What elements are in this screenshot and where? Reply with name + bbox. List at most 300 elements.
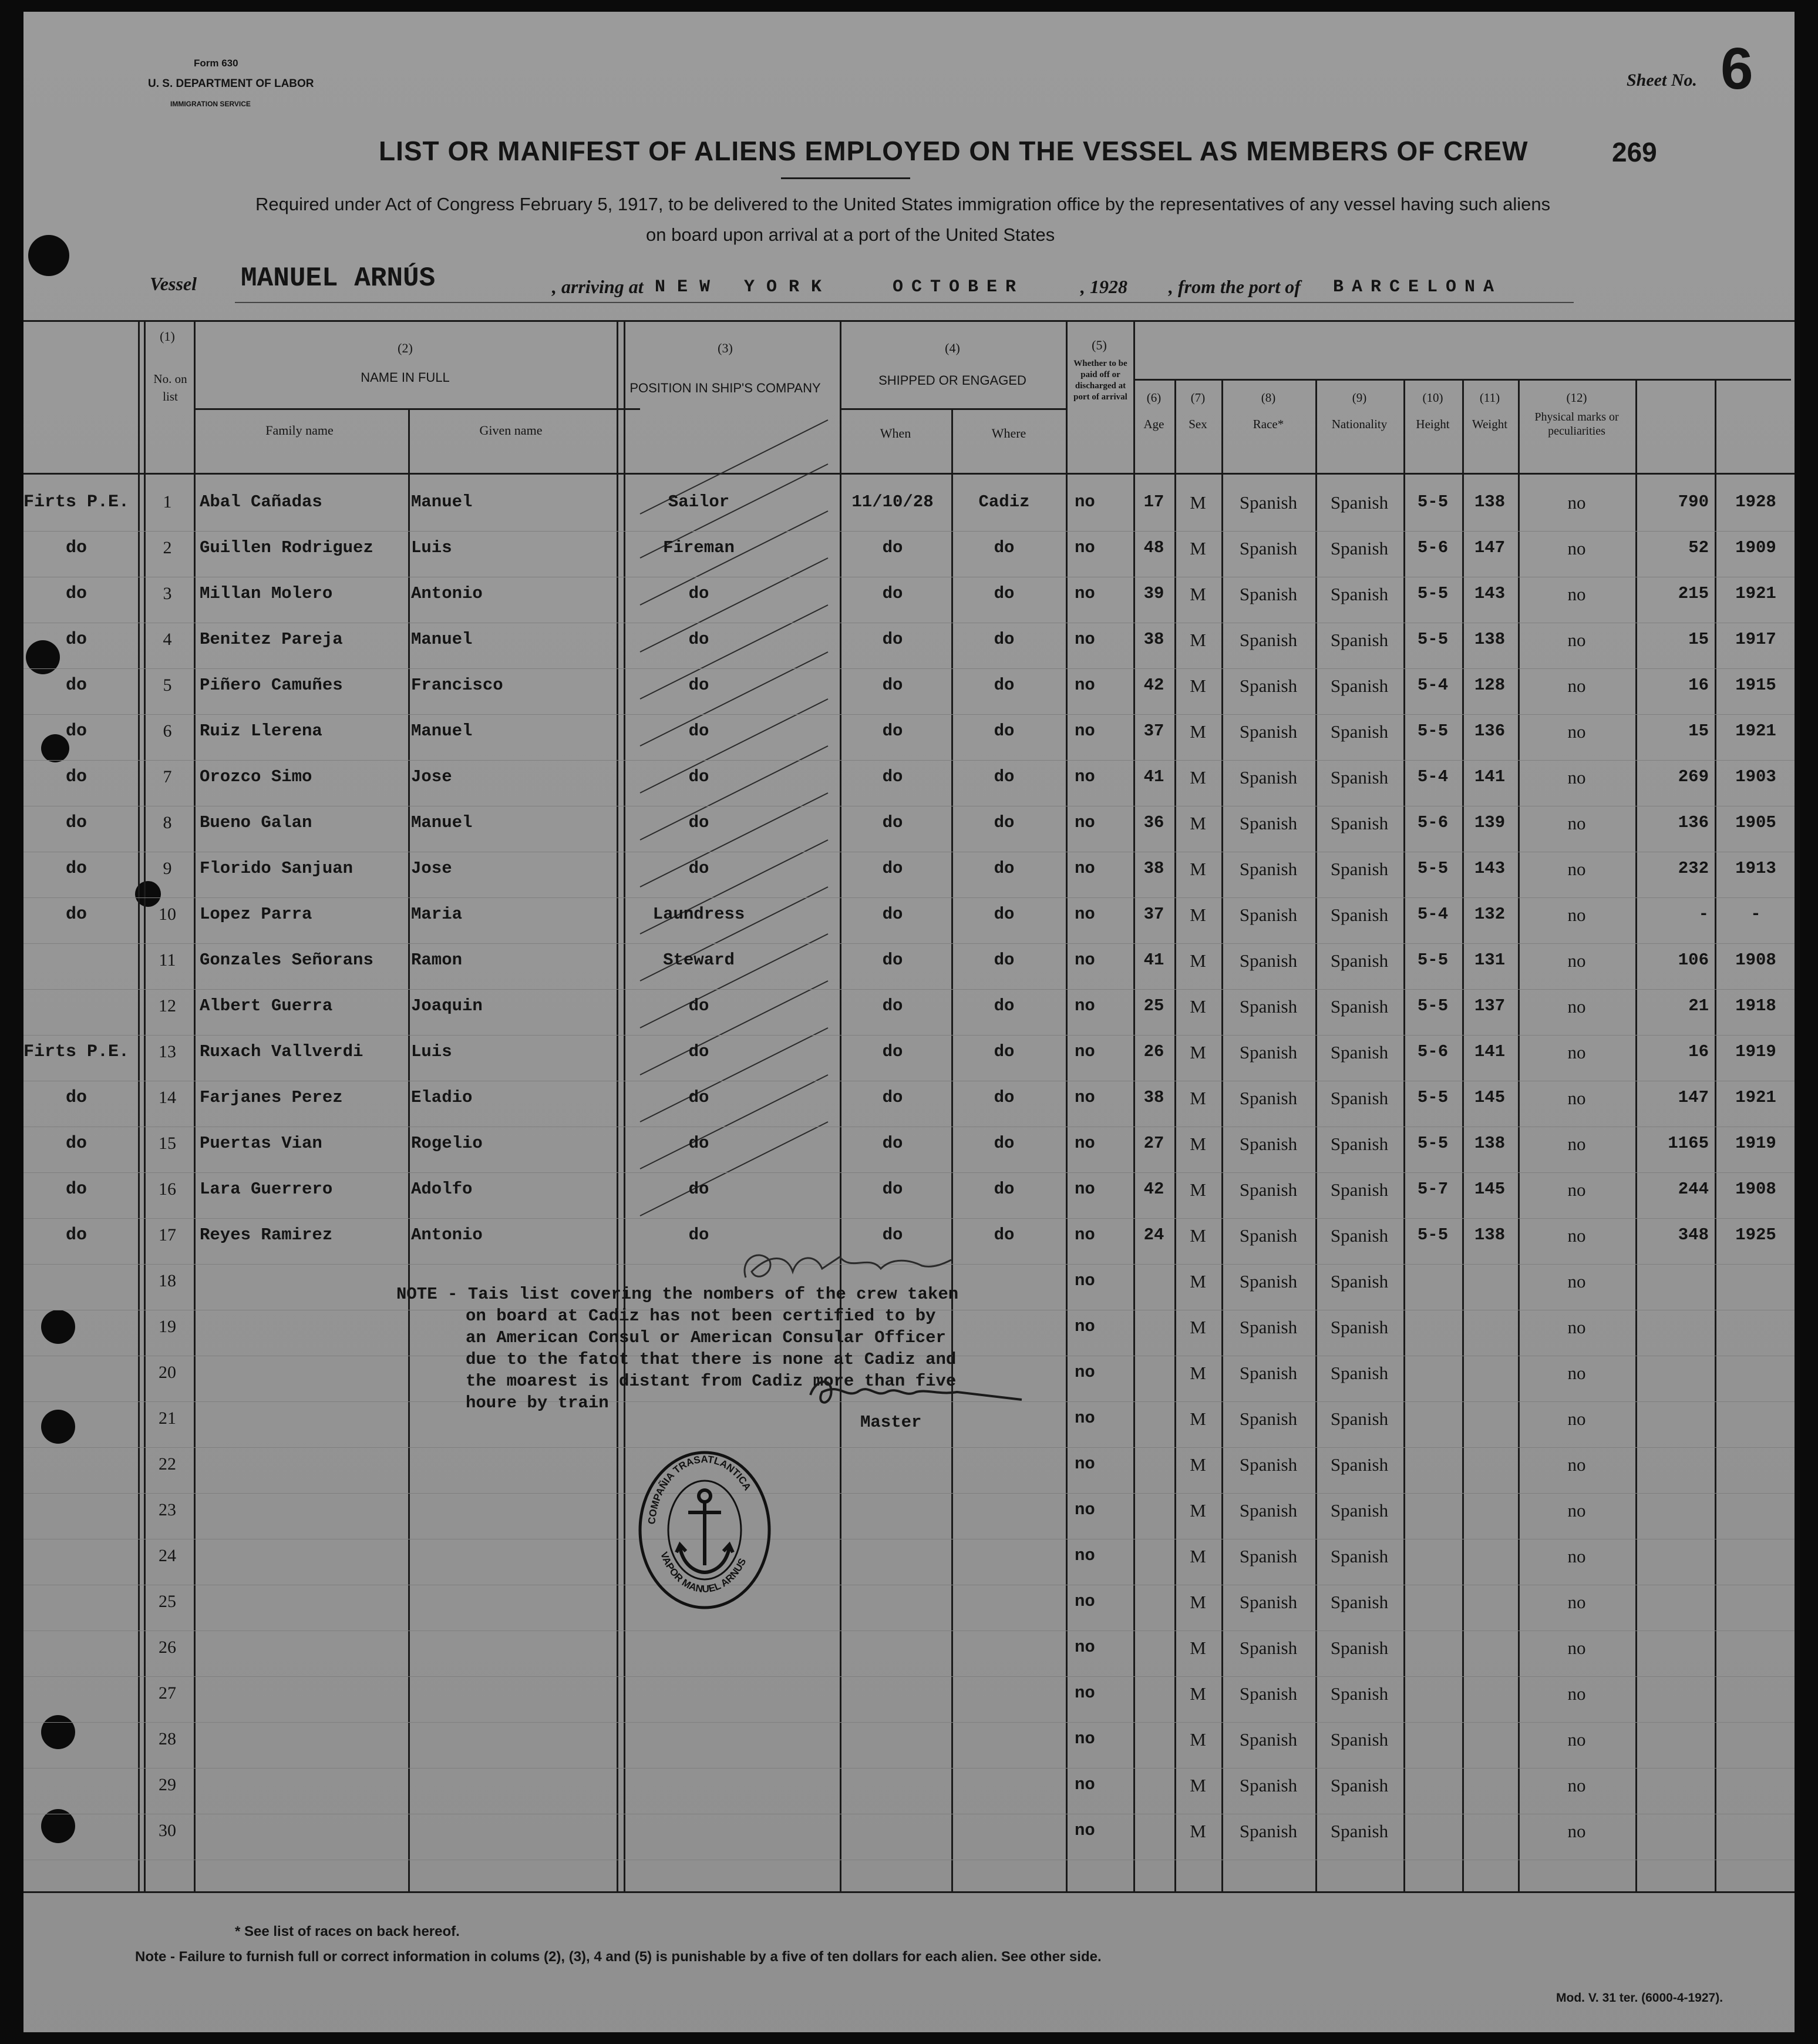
cell-mark: do bbox=[65, 1088, 87, 1108]
cell-marks: no bbox=[1567, 1225, 1586, 1246]
cell-marks: no bbox=[1567, 1134, 1586, 1154]
cell-no: 19 bbox=[159, 1317, 176, 1336]
table-row bbox=[23, 1128, 1795, 1174]
cell-marks: no bbox=[1567, 813, 1586, 833]
cell-when: 11/10/28 bbox=[851, 492, 934, 512]
cell-position: do bbox=[688, 675, 709, 695]
master-label: Master bbox=[860, 1413, 922, 1432]
cell-no: 25 bbox=[159, 1592, 176, 1611]
cell-marks: no bbox=[1567, 1408, 1586, 1429]
cell-weight: 145 bbox=[1474, 1088, 1506, 1107]
cell-given: Manuel bbox=[411, 630, 473, 649]
cell-nat: Spanish bbox=[1330, 1271, 1389, 1292]
cell-paid: no bbox=[1075, 675, 1095, 695]
cell-paid: no bbox=[1075, 492, 1095, 512]
table-row bbox=[23, 761, 1795, 807]
arrival-year: , 1928 bbox=[1080, 276, 1127, 297]
col5-number: (5) bbox=[1092, 338, 1107, 352]
cell-race: Spanish bbox=[1239, 1775, 1298, 1796]
col7-number: (7) bbox=[1190, 391, 1206, 405]
cell-paid: no bbox=[1075, 1638, 1095, 1657]
note-line: on board at Cadiz has not been certified to by bbox=[466, 1306, 936, 1326]
cell-given: Maria bbox=[411, 905, 463, 924]
col2-header: NAME IN FULL bbox=[361, 370, 450, 385]
cell-no: 13 bbox=[159, 1042, 176, 1061]
cell-paid: no bbox=[1075, 950, 1095, 970]
subtitle-line-2: on board upon arrival at a port of the United States bbox=[646, 224, 1055, 245]
cell-marks: no bbox=[1567, 1179, 1586, 1200]
header-bottom-border bbox=[23, 473, 1795, 475]
cell-height: 5-4 bbox=[1417, 767, 1449, 786]
cell-no: 29 bbox=[159, 1775, 176, 1794]
cell-race: Spanish bbox=[1239, 859, 1298, 879]
master-signature bbox=[804, 1366, 1028, 1418]
cell-paid: no bbox=[1075, 1134, 1095, 1153]
cell-n1: - bbox=[1698, 905, 1709, 924]
cell-marks: no bbox=[1567, 492, 1586, 513]
cell-no: 27 bbox=[159, 1683, 176, 1703]
row-rule bbox=[23, 1493, 1795, 1494]
cell-mark: do bbox=[65, 859, 87, 879]
form-number: Form 630 bbox=[194, 58, 238, 69]
table-bottom-border bbox=[23, 1891, 1795, 1893]
svg-text:VAPOR MANUEL ARNUS bbox=[658, 1551, 748, 1595]
cell-position: Steward bbox=[663, 950, 735, 970]
cell-nat: Spanish bbox=[1330, 584, 1389, 604]
cell-no: 16 bbox=[159, 1179, 176, 1199]
cell-sex: M bbox=[1190, 1729, 1206, 1750]
cell-mark: Firts P.E. bbox=[23, 1042, 130, 1062]
cell-sex: M bbox=[1190, 1179, 1206, 1200]
cell-sex: M bbox=[1190, 1546, 1206, 1566]
cell-marks: no bbox=[1567, 1088, 1586, 1108]
cell-paid: no bbox=[1075, 630, 1095, 649]
cell-age: 37 bbox=[1143, 721, 1164, 741]
cell-where: do bbox=[994, 721, 1015, 741]
cell-n2: 1913 bbox=[1735, 859, 1776, 878]
cell-nat: Spanish bbox=[1330, 1042, 1389, 1063]
cell-weight: 143 bbox=[1474, 584, 1506, 603]
cell-mark: do bbox=[65, 905, 87, 924]
table-row bbox=[23, 807, 1795, 853]
col2-number: (2) bbox=[398, 341, 413, 355]
cell-n2: 1919 bbox=[1735, 1134, 1776, 1153]
company-stamp bbox=[634, 1448, 775, 1612]
row-rule bbox=[23, 1035, 1795, 1036]
cell-n2: 1908 bbox=[1735, 1179, 1776, 1199]
cell-sex: M bbox=[1190, 675, 1206, 696]
cell-race: Spanish bbox=[1239, 1042, 1298, 1063]
row-rule bbox=[23, 1172, 1795, 1173]
cell-nat: Spanish bbox=[1330, 630, 1389, 650]
cell-family: Ruxach Vallverdi bbox=[200, 1042, 363, 1061]
cell-weight: 131 bbox=[1474, 950, 1506, 970]
cell-no: 14 bbox=[159, 1088, 176, 1107]
cell-family: Reyes Ramirez bbox=[200, 1225, 333, 1245]
table-row bbox=[23, 532, 1795, 578]
row-rule bbox=[23, 1768, 1795, 1769]
cell-family: Florido Sanjuan bbox=[200, 859, 354, 878]
col2-given-header: Given name bbox=[479, 423, 543, 438]
col8-header: Race* bbox=[1253, 417, 1284, 431]
table-row bbox=[23, 1632, 1795, 1677]
races-footnote: * See list of races on back hereof. bbox=[235, 1924, 460, 1939]
cell-race: Spanish bbox=[1239, 1454, 1298, 1475]
cell-position: do bbox=[688, 996, 709, 1016]
note-line: NOTE - Tais list covering the nombers of the crew taken bbox=[396, 1285, 959, 1304]
cell-sex: M bbox=[1190, 1317, 1206, 1337]
cell-sex: M bbox=[1190, 721, 1206, 742]
cell-sex: M bbox=[1190, 630, 1206, 650]
cell-paid: no bbox=[1075, 1500, 1095, 1519]
cell-when: do bbox=[882, 630, 903, 649]
cell-sex: M bbox=[1190, 1042, 1206, 1063]
cell-age: 24 bbox=[1143, 1225, 1164, 1245]
title-underline bbox=[781, 177, 910, 179]
cell-family: Bueno Galan bbox=[200, 813, 312, 832]
cell-marks: no bbox=[1567, 1454, 1586, 1475]
cell-when: do bbox=[882, 950, 903, 970]
cell-n2: 1921 bbox=[1735, 721, 1776, 741]
cell-race: Spanish bbox=[1239, 1683, 1298, 1704]
cell-marks: no bbox=[1567, 1271, 1586, 1292]
table-row bbox=[23, 1082, 1795, 1128]
cell-position: do bbox=[688, 1179, 709, 1199]
cell-when: do bbox=[882, 721, 903, 741]
cell-position: do bbox=[688, 721, 709, 741]
cell-no: 18 bbox=[159, 1271, 176, 1290]
col5-header: Whether to be paid off or discharged at port of arrival bbox=[1073, 359, 1127, 402]
cell-nat: Spanish bbox=[1330, 813, 1389, 833]
cell-marks: no bbox=[1567, 767, 1586, 788]
table-row bbox=[23, 624, 1795, 670]
cell-no: 17 bbox=[159, 1225, 176, 1245]
cell-no: 11 bbox=[159, 950, 176, 970]
cell-sex: M bbox=[1190, 538, 1206, 559]
cell-weight: 139 bbox=[1474, 813, 1506, 832]
cell-family: Farjanes Perez bbox=[200, 1088, 343, 1107]
svg-text:COMPAÑIA TRASATLANTICA bbox=[646, 1454, 753, 1525]
cell-paid: no bbox=[1075, 1042, 1095, 1061]
cell-age: 27 bbox=[1143, 1134, 1164, 1153]
cell-n2: 1928 bbox=[1735, 492, 1776, 512]
col4-header: SHIPPED OR ENGAGED bbox=[878, 373, 1026, 388]
cell-no: 4 bbox=[163, 630, 172, 649]
cell-nat: Spanish bbox=[1330, 1225, 1389, 1246]
cell-when: do bbox=[882, 905, 903, 924]
col11-header: Weight bbox=[1472, 417, 1508, 431]
cell-weight: 141 bbox=[1474, 1042, 1506, 1061]
cell-race: Spanish bbox=[1239, 1638, 1298, 1658]
arrival-port: NEW YORK bbox=[655, 277, 834, 297]
cell-nat: Spanish bbox=[1330, 1775, 1389, 1796]
cell-race: Spanish bbox=[1239, 767, 1298, 788]
cell-nat: Spanish bbox=[1330, 1134, 1389, 1154]
cell-n2: 1919 bbox=[1735, 1042, 1776, 1061]
cell-race: Spanish bbox=[1239, 1363, 1298, 1383]
cell-nat: Spanish bbox=[1330, 538, 1389, 559]
cell-when: do bbox=[882, 767, 903, 786]
cell-mark: do bbox=[65, 721, 87, 741]
vessel-label: Vessel bbox=[150, 273, 197, 294]
cell-n1: 790 bbox=[1678, 492, 1709, 512]
cell-marks: no bbox=[1567, 1683, 1586, 1704]
cell-given: Antonio bbox=[411, 584, 483, 603]
table-top-border bbox=[23, 320, 1795, 322]
cell-race: Spanish bbox=[1239, 1821, 1298, 1841]
cell-race: Spanish bbox=[1239, 492, 1298, 513]
cell-nat: Spanish bbox=[1330, 859, 1389, 879]
cell-paid: no bbox=[1075, 767, 1095, 786]
table-row bbox=[23, 990, 1795, 1036]
cell-height: 5-5 bbox=[1417, 630, 1449, 649]
cell-weight: 141 bbox=[1474, 767, 1506, 786]
cell-race: Spanish bbox=[1239, 630, 1298, 650]
cell-nat: Spanish bbox=[1330, 767, 1389, 788]
cell-mark: do bbox=[65, 767, 87, 787]
cell-marks: no bbox=[1567, 1317, 1586, 1337]
cell-family: Puertas Vian bbox=[200, 1134, 322, 1153]
cell-n2: 1903 bbox=[1735, 767, 1776, 786]
cell-n1: 1165 bbox=[1668, 1134, 1709, 1153]
cell-age: 36 bbox=[1143, 813, 1164, 832]
cell-position: do bbox=[688, 859, 709, 878]
cell-given: Luis bbox=[411, 538, 452, 557]
cell-n2: 1918 bbox=[1735, 996, 1776, 1016]
cell-marks: no bbox=[1567, 996, 1586, 1017]
row-rule bbox=[23, 760, 1795, 761]
cell-given: Rogelio bbox=[411, 1134, 483, 1153]
cell-mark: do bbox=[65, 813, 87, 833]
cell-nat: Spanish bbox=[1330, 1363, 1389, 1383]
cell-marks: no bbox=[1567, 1821, 1586, 1841]
cell-weight: 138 bbox=[1474, 1134, 1506, 1153]
cell-race: Spanish bbox=[1239, 584, 1298, 604]
cell-where: do bbox=[994, 813, 1015, 832]
cell-sex: M bbox=[1190, 584, 1206, 604]
cell-n1: 15 bbox=[1688, 630, 1709, 649]
note-line: houre by train bbox=[466, 1393, 609, 1413]
table-row bbox=[23, 715, 1795, 761]
cell-where: Cadiz bbox=[978, 492, 1030, 512]
cell-where: do bbox=[994, 584, 1015, 603]
cell-no: 26 bbox=[159, 1638, 176, 1657]
row-rule bbox=[23, 1447, 1795, 1448]
stamp-top-text: COMPAÑIA TRASATLANTICA bbox=[646, 1453, 753, 1525]
cell-sex: M bbox=[1190, 492, 1206, 513]
vessel-name: MANUEL ARNÚS bbox=[241, 263, 436, 294]
cell-n2: - bbox=[1750, 905, 1761, 924]
cell-sex: M bbox=[1190, 813, 1206, 833]
cell-no: 12 bbox=[159, 996, 176, 1016]
cell-nat: Spanish bbox=[1330, 721, 1389, 742]
cell-age: 41 bbox=[1143, 950, 1164, 970]
stamp-bottom-text: VAPOR MANUEL ARNUS bbox=[658, 1550, 749, 1595]
cell-given: Adolfo bbox=[411, 1179, 473, 1199]
cell-marks: no bbox=[1567, 1042, 1586, 1063]
cell-n2: 1925 bbox=[1735, 1225, 1776, 1245]
cell-where: do bbox=[994, 1088, 1015, 1107]
note-line: an American Consul or American Consular Officer bbox=[466, 1328, 946, 1347]
cell-given: Jose bbox=[411, 767, 452, 786]
cell-height: 5-5 bbox=[1417, 996, 1449, 1016]
cell-position: do bbox=[688, 1088, 709, 1107]
cell-paid: no bbox=[1075, 859, 1095, 878]
cell-marks: no bbox=[1567, 584, 1586, 604]
row-rule bbox=[23, 897, 1795, 898]
cell-mark: do bbox=[65, 675, 87, 695]
cell-given: Manuel bbox=[411, 492, 473, 512]
cell-when: do bbox=[882, 1042, 903, 1061]
cell-n2: 1905 bbox=[1735, 813, 1776, 832]
cell-weight: 143 bbox=[1474, 859, 1506, 878]
cell-race: Spanish bbox=[1239, 1317, 1298, 1337]
cell-paid: no bbox=[1075, 905, 1095, 924]
cell-race: Spanish bbox=[1239, 1408, 1298, 1429]
cell-family: Ruiz Llerena bbox=[200, 721, 322, 741]
cell-paid: no bbox=[1075, 1683, 1095, 1703]
col9-header: Nationality bbox=[1331, 417, 1388, 431]
cell-sex: M bbox=[1190, 1500, 1206, 1521]
cell-sex: M bbox=[1190, 1088, 1206, 1108]
cell-n1: 15 bbox=[1688, 721, 1709, 741]
col4-number: (4) bbox=[945, 341, 960, 355]
row-rule bbox=[23, 531, 1795, 532]
cell-marks: no bbox=[1567, 721, 1586, 742]
cell-family: Abal Cañadas bbox=[200, 492, 322, 512]
cell-no: 7 bbox=[163, 767, 172, 786]
cell-race: Spanish bbox=[1239, 1592, 1298, 1612]
cell-sex: M bbox=[1190, 1454, 1206, 1475]
col3-number: (3) bbox=[718, 341, 733, 355]
cell-race: Spanish bbox=[1239, 905, 1298, 925]
cell-family: Millan Molero bbox=[200, 584, 333, 603]
cell-nat: Spanish bbox=[1330, 1729, 1389, 1750]
cell-n1: 106 bbox=[1678, 950, 1709, 970]
cell-where: do bbox=[994, 675, 1015, 695]
cell-n1: 16 bbox=[1688, 1042, 1709, 1061]
cell-no: 2 bbox=[163, 538, 172, 557]
cell-no: 9 bbox=[163, 859, 172, 878]
cell-position: do bbox=[688, 584, 709, 603]
cell-where: do bbox=[994, 767, 1015, 786]
col6-header: Age bbox=[1143, 417, 1164, 431]
cell-given: Francisco bbox=[411, 675, 503, 695]
row-rule bbox=[23, 668, 1795, 669]
cell-height: 5-5 bbox=[1417, 584, 1449, 603]
cell-no: 15 bbox=[159, 1134, 176, 1153]
cell-marks: no bbox=[1567, 1363, 1586, 1383]
cell-sex: M bbox=[1190, 1134, 1206, 1154]
cell-family: Lopez Parra bbox=[200, 905, 312, 924]
cell-position: do bbox=[688, 767, 709, 786]
cell-no: 5 bbox=[163, 675, 172, 695]
sheet-label: Sheet No. bbox=[1627, 70, 1697, 90]
cell-weight: 138 bbox=[1474, 492, 1506, 512]
cell-n2: 1909 bbox=[1735, 538, 1776, 557]
cell-race: Spanish bbox=[1239, 1088, 1298, 1108]
cell-when: do bbox=[882, 584, 903, 603]
cell-sex: M bbox=[1190, 1271, 1206, 1292]
cell-n1: 21 bbox=[1688, 996, 1709, 1016]
cell-age: 41 bbox=[1143, 767, 1164, 786]
cell-position: Sailor bbox=[668, 492, 730, 512]
col3-header: POSITION IN SHIP'S COMPANY bbox=[629, 381, 821, 395]
cell-marks: no bbox=[1567, 859, 1586, 879]
cell-age: 38 bbox=[1143, 1088, 1164, 1107]
cell-nat: Spanish bbox=[1330, 1546, 1389, 1566]
cell-age: 37 bbox=[1143, 905, 1164, 924]
cell-height: 5-6 bbox=[1417, 538, 1449, 557]
table-row bbox=[23, 1586, 1795, 1632]
cell-nat: Spanish bbox=[1330, 1683, 1389, 1704]
table-row bbox=[23, 1036, 1795, 1082]
table-row bbox=[23, 1540, 1795, 1586]
cell-marks: no bbox=[1567, 1775, 1586, 1796]
arriving-label: , arriving at bbox=[552, 276, 644, 297]
table-row bbox=[23, 944, 1795, 990]
cell-height: 5-5 bbox=[1417, 492, 1449, 512]
cell-paid: no bbox=[1075, 1775, 1095, 1794]
cell-sex: M bbox=[1190, 1775, 1206, 1796]
cell-paid: no bbox=[1075, 1225, 1095, 1245]
row-rule bbox=[23, 943, 1795, 944]
cell-race: Spanish bbox=[1239, 1179, 1298, 1200]
cell-race: Spanish bbox=[1239, 538, 1298, 559]
cell-paid: no bbox=[1075, 1729, 1095, 1749]
cell-age: 25 bbox=[1143, 996, 1164, 1016]
cell-sex: M bbox=[1190, 859, 1206, 879]
cell-where: do bbox=[994, 630, 1015, 649]
cell-n1: 348 bbox=[1678, 1225, 1709, 1245]
note-line: due to the fatot that there is none at Cadiz and bbox=[466, 1350, 957, 1369]
col1-number: (1) bbox=[160, 329, 175, 344]
cell-marks: no bbox=[1567, 905, 1586, 925]
cell-n2: 1915 bbox=[1735, 675, 1776, 695]
cell-paid: no bbox=[1075, 1408, 1095, 1428]
cell-no: 6 bbox=[163, 721, 172, 741]
cell-marks: no bbox=[1567, 538, 1586, 559]
cell-age: 17 bbox=[1143, 492, 1164, 512]
cell-given: Jose bbox=[411, 859, 452, 878]
cell-where: do bbox=[994, 538, 1015, 557]
cell-sex: M bbox=[1190, 1225, 1206, 1246]
cell-nat: Spanish bbox=[1330, 1592, 1389, 1612]
cell-nat: Spanish bbox=[1330, 1500, 1389, 1521]
from-port: BARCELONA bbox=[1333, 277, 1503, 297]
cell-weight: 128 bbox=[1474, 675, 1506, 695]
cell-n1: 215 bbox=[1678, 584, 1709, 603]
cell-weight: 136 bbox=[1474, 721, 1506, 741]
cell-n1: 16 bbox=[1688, 675, 1709, 695]
cell-n2: 1908 bbox=[1735, 950, 1776, 970]
cell-no: 30 bbox=[159, 1821, 176, 1840]
table-row bbox=[23, 899, 1795, 944]
cell-where: do bbox=[994, 859, 1015, 878]
table-row bbox=[23, 1677, 1795, 1723]
cell-nat: Spanish bbox=[1330, 1821, 1389, 1841]
cell-paid: no bbox=[1075, 1592, 1095, 1611]
cell-no: 1 bbox=[163, 492, 172, 512]
table-row bbox=[23, 1174, 1795, 1219]
cell-nat: Spanish bbox=[1330, 1317, 1389, 1337]
cell-nat: Spanish bbox=[1330, 996, 1389, 1017]
cell-nat: Spanish bbox=[1330, 1179, 1389, 1200]
cell-marks: no bbox=[1567, 630, 1586, 650]
cell-paid: no bbox=[1075, 1317, 1095, 1336]
cell-family: Lara Guerrero bbox=[200, 1179, 333, 1199]
cell-no: 28 bbox=[159, 1729, 176, 1749]
